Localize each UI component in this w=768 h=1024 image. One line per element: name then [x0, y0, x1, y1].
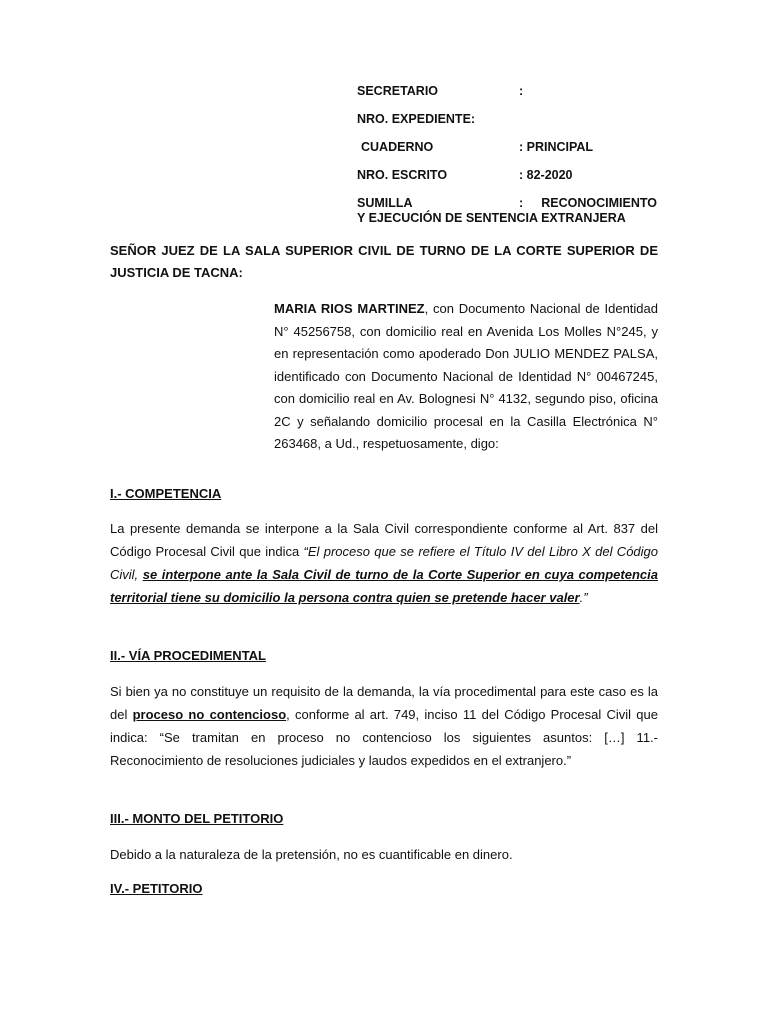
addressee: SEÑOR JUEZ DE LA SALA SUPERIOR CIVIL DE TURNO DE LA CORTE SUPERIOR DE JUSTICIA DE TACNA:: [110, 243, 658, 280]
sumilla-value-line2: Y EJECUCIÓN DE SENTENCIA EXTRANJERA: [357, 211, 626, 225]
via-procedimental-paragraph: Si bien ya no constituye un requisito de la demanda, la vía procedimental para este caso es la del proceso no contencioso, conforme al art. 749, inciso 11 del Código Procesal Civil que indica: “Se tramitan en proceso no contencioso los siguientes asuntos: […] 11.- Reconocimiento de resoluciones judiciales y laudos expedidos en el extranjero.”: [110, 684, 658, 768]
intro-paragraph: [274, 298, 658, 456]
sumilla-colon: :: [519, 196, 524, 210]
section-title-via-procedimental: II.- VÍA PROCEDIMENTAL: [110, 648, 266, 663]
expediente-label: NRO. EXPEDIENTE:: [357, 112, 476, 126]
sumilla-value-line1: RECONOCIMIENTO: [541, 196, 657, 210]
petitioner-name: MARIA RIOS MARTINEZ: [274, 301, 425, 316]
sumilla-label: SUMILLA: [357, 196, 413, 210]
monto-paragraph: Debido a la naturaleza de la pretensión, no es cuantificable en dinero.: [110, 847, 513, 862]
escrito-value: : 82-2020: [519, 168, 573, 182]
sumilla-row: [357, 196, 657, 225]
secretario-label: SECRETARIO: [357, 84, 439, 98]
secretario-value: :: [519, 84, 524, 98]
escrito-label: NRO. ESCRITO: [357, 168, 448, 182]
section-title-competencia: I.- COMPETENCIA: [110, 486, 222, 501]
cuaderno-value: : PRINCIPAL: [519, 140, 594, 154]
section-title-petitorio: IV.- PETITORIO: [110, 881, 203, 896]
section-title-monto: III.- MONTO DEL PETITORIO: [110, 811, 284, 826]
cuaderno-row: [357, 140, 657, 168]
secretario-row: [357, 84, 657, 112]
intro-text: , con Documento Nacional de Identidad N° 45256758, con domicilio real en Avenida Los Molles N°245, y en representación como apoderado Don JULIO MENDEZ PALSA, identificado con Documento Nacional de Identidad N° 00467245, con domicilio real en Av. Bolognesi N° 4132, segundo piso, oficina 2C y señalando domicilio procesal en la Casilla Electrónica N° 263468, a Ud., respetuosamente, digo:: [274, 301, 658, 451]
cuaderno-label: CUADERNO: [361, 140, 434, 154]
case-header: [357, 84, 657, 225]
expediente-row: [357, 112, 657, 140]
escrito-row: [357, 168, 657, 196]
competencia-paragraph: La presente demanda se interpone a la Sala Civil correspondiente conforme al Art. 837 del Código Procesal Civil que indica “El proceso que se refiere el Título IV del Libro X del Código Civil, se interpone ante la Sala Civil de turno de la Corte Superior en cuya competencia territorial tiene su domicilio la persona contra quien se pretende hacer valer.”: [110, 521, 659, 605]
